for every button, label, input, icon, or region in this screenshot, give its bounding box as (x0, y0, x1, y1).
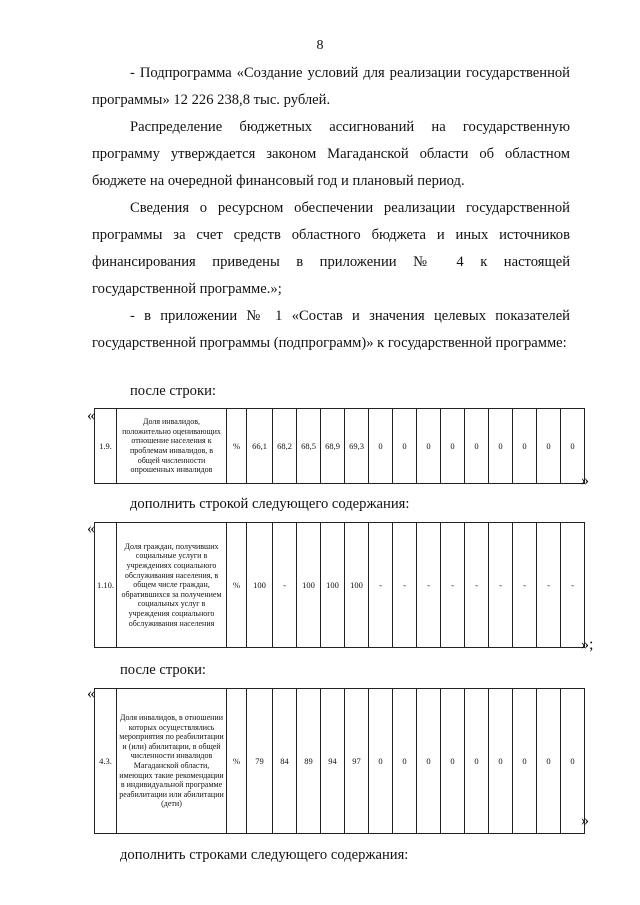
page-number: 8 (316, 38, 324, 53)
row-unit: % (227, 409, 247, 484)
value-cell: - (393, 523, 417, 648)
value-cell: - (465, 523, 489, 648)
value-cell: - (417, 523, 441, 648)
row-unit: % (227, 523, 247, 648)
value-cell: 100 (297, 523, 321, 648)
value-cell: 0 (489, 409, 513, 484)
value-cell: 97 (345, 689, 369, 834)
value-cell: 0 (393, 689, 417, 834)
value-cell: 0 (537, 689, 561, 834)
label-after-row-2: после строки: (120, 662, 206, 678)
paragraph-appendix: - в приложении № 1 «Состав и значения целевых показателей государственной программы (подпрограмм)» к государственной программе: (92, 308, 570, 351)
value-cell: 0 (441, 409, 465, 484)
row-number: 4.3. (95, 689, 117, 834)
row-number: 1.9. (95, 409, 117, 484)
value-cell: - (441, 523, 465, 648)
value-cell: - (513, 523, 537, 648)
value-cell: 0 (489, 689, 513, 834)
value-cell: - (489, 523, 513, 648)
value-cell: 0 (561, 689, 585, 834)
value-cell: 0 (441, 689, 465, 834)
value-cell: 89 (297, 689, 321, 834)
row-description: Доля инвалидов, положительно оценивающих отношение населения к проблемам инвалидов, в общей численности опрошенных инвалидов (117, 409, 227, 484)
close-quote-semicolon: »; (581, 636, 594, 653)
table-row (95, 689, 609, 834)
value-cell: - (561, 523, 585, 648)
value-cell: 0 (561, 409, 585, 484)
label-add-row: дополнить строкой следующего содержания: (130, 496, 410, 512)
value-cell: 0 (465, 409, 489, 484)
value-cell: 0 (513, 409, 537, 484)
value-cell: 68,5 (297, 409, 321, 484)
open-quote: « (87, 520, 95, 537)
value-cell: 84 (273, 689, 297, 834)
value-cell: 0 (465, 689, 489, 834)
indicator-table (94, 688, 609, 834)
row-number: 1.10. (95, 523, 117, 648)
row-description: Доля граждан, получивших социальные услуги в учреждениях социального обслуживания населения, в общем числе граждан, обратившихся за получением социальных услуг в учреждения социального обслуживания населения (117, 523, 227, 648)
value-cell: 68,9 (321, 409, 345, 484)
value-cell: 0 (369, 689, 393, 834)
value-cell: - (537, 523, 561, 648)
value-cell: 100 (247, 523, 273, 648)
close-quote: » (581, 812, 589, 829)
indicator-table (94, 408, 609, 484)
value-cell: - (369, 523, 393, 648)
value-cell: 68,2 (273, 409, 297, 484)
table-row (95, 409, 609, 484)
value-cell: 0 (417, 689, 441, 834)
value-cell: 0 (393, 409, 417, 484)
row-description: Доля инвалидов, в отношении которых осуществлялись мероприятия по реабилитации и (или) абилитации, в общей численности инвалидов Магаданской области, имеющих такие рекомендации в индивидуальной программе реабилитации или абилитации (дети) (117, 689, 227, 834)
table-row (95, 523, 609, 648)
paragraph-resources: Сведения о ресурсном обеспечении реализации государственной программы за счет средств областного бюджета и иных источников финансирования приведены в приложении № 4 к настоящей государственной программе.»; (92, 200, 570, 297)
open-quote: « (87, 685, 95, 702)
label-after-row-1: после строки: (130, 383, 216, 399)
value-cell: 66,1 (247, 409, 273, 484)
value-cell: 0 (417, 409, 441, 484)
open-quote: « (87, 407, 95, 424)
paragraph-subprogram: - Подпрограмма «Создание условий для реализации государственной программы» 12 226 238,8 тыс. рублей. (92, 65, 570, 108)
row-unit: % (227, 689, 247, 834)
label-add-rows: дополнить строками следующего содержания: (120, 847, 409, 863)
value-cell: 0 (369, 409, 393, 484)
value-cell: 100 (345, 523, 369, 648)
value-cell: 100 (321, 523, 345, 648)
value-cell: - (273, 523, 297, 648)
value-cell: 0 (513, 689, 537, 834)
value-cell: 0 (537, 409, 561, 484)
value-cell: 79 (247, 689, 273, 834)
close-quote: » (581, 472, 589, 489)
paragraph-budget: Распределение бюджетных ассигнований на государственную программу утверждается законом Магаданской области об областном бюджете на очередной финансовый год и плановый период. (92, 119, 570, 189)
value-cell: 94 (321, 689, 345, 834)
indicator-table (94, 522, 609, 648)
value-cell: 69,3 (345, 409, 369, 484)
